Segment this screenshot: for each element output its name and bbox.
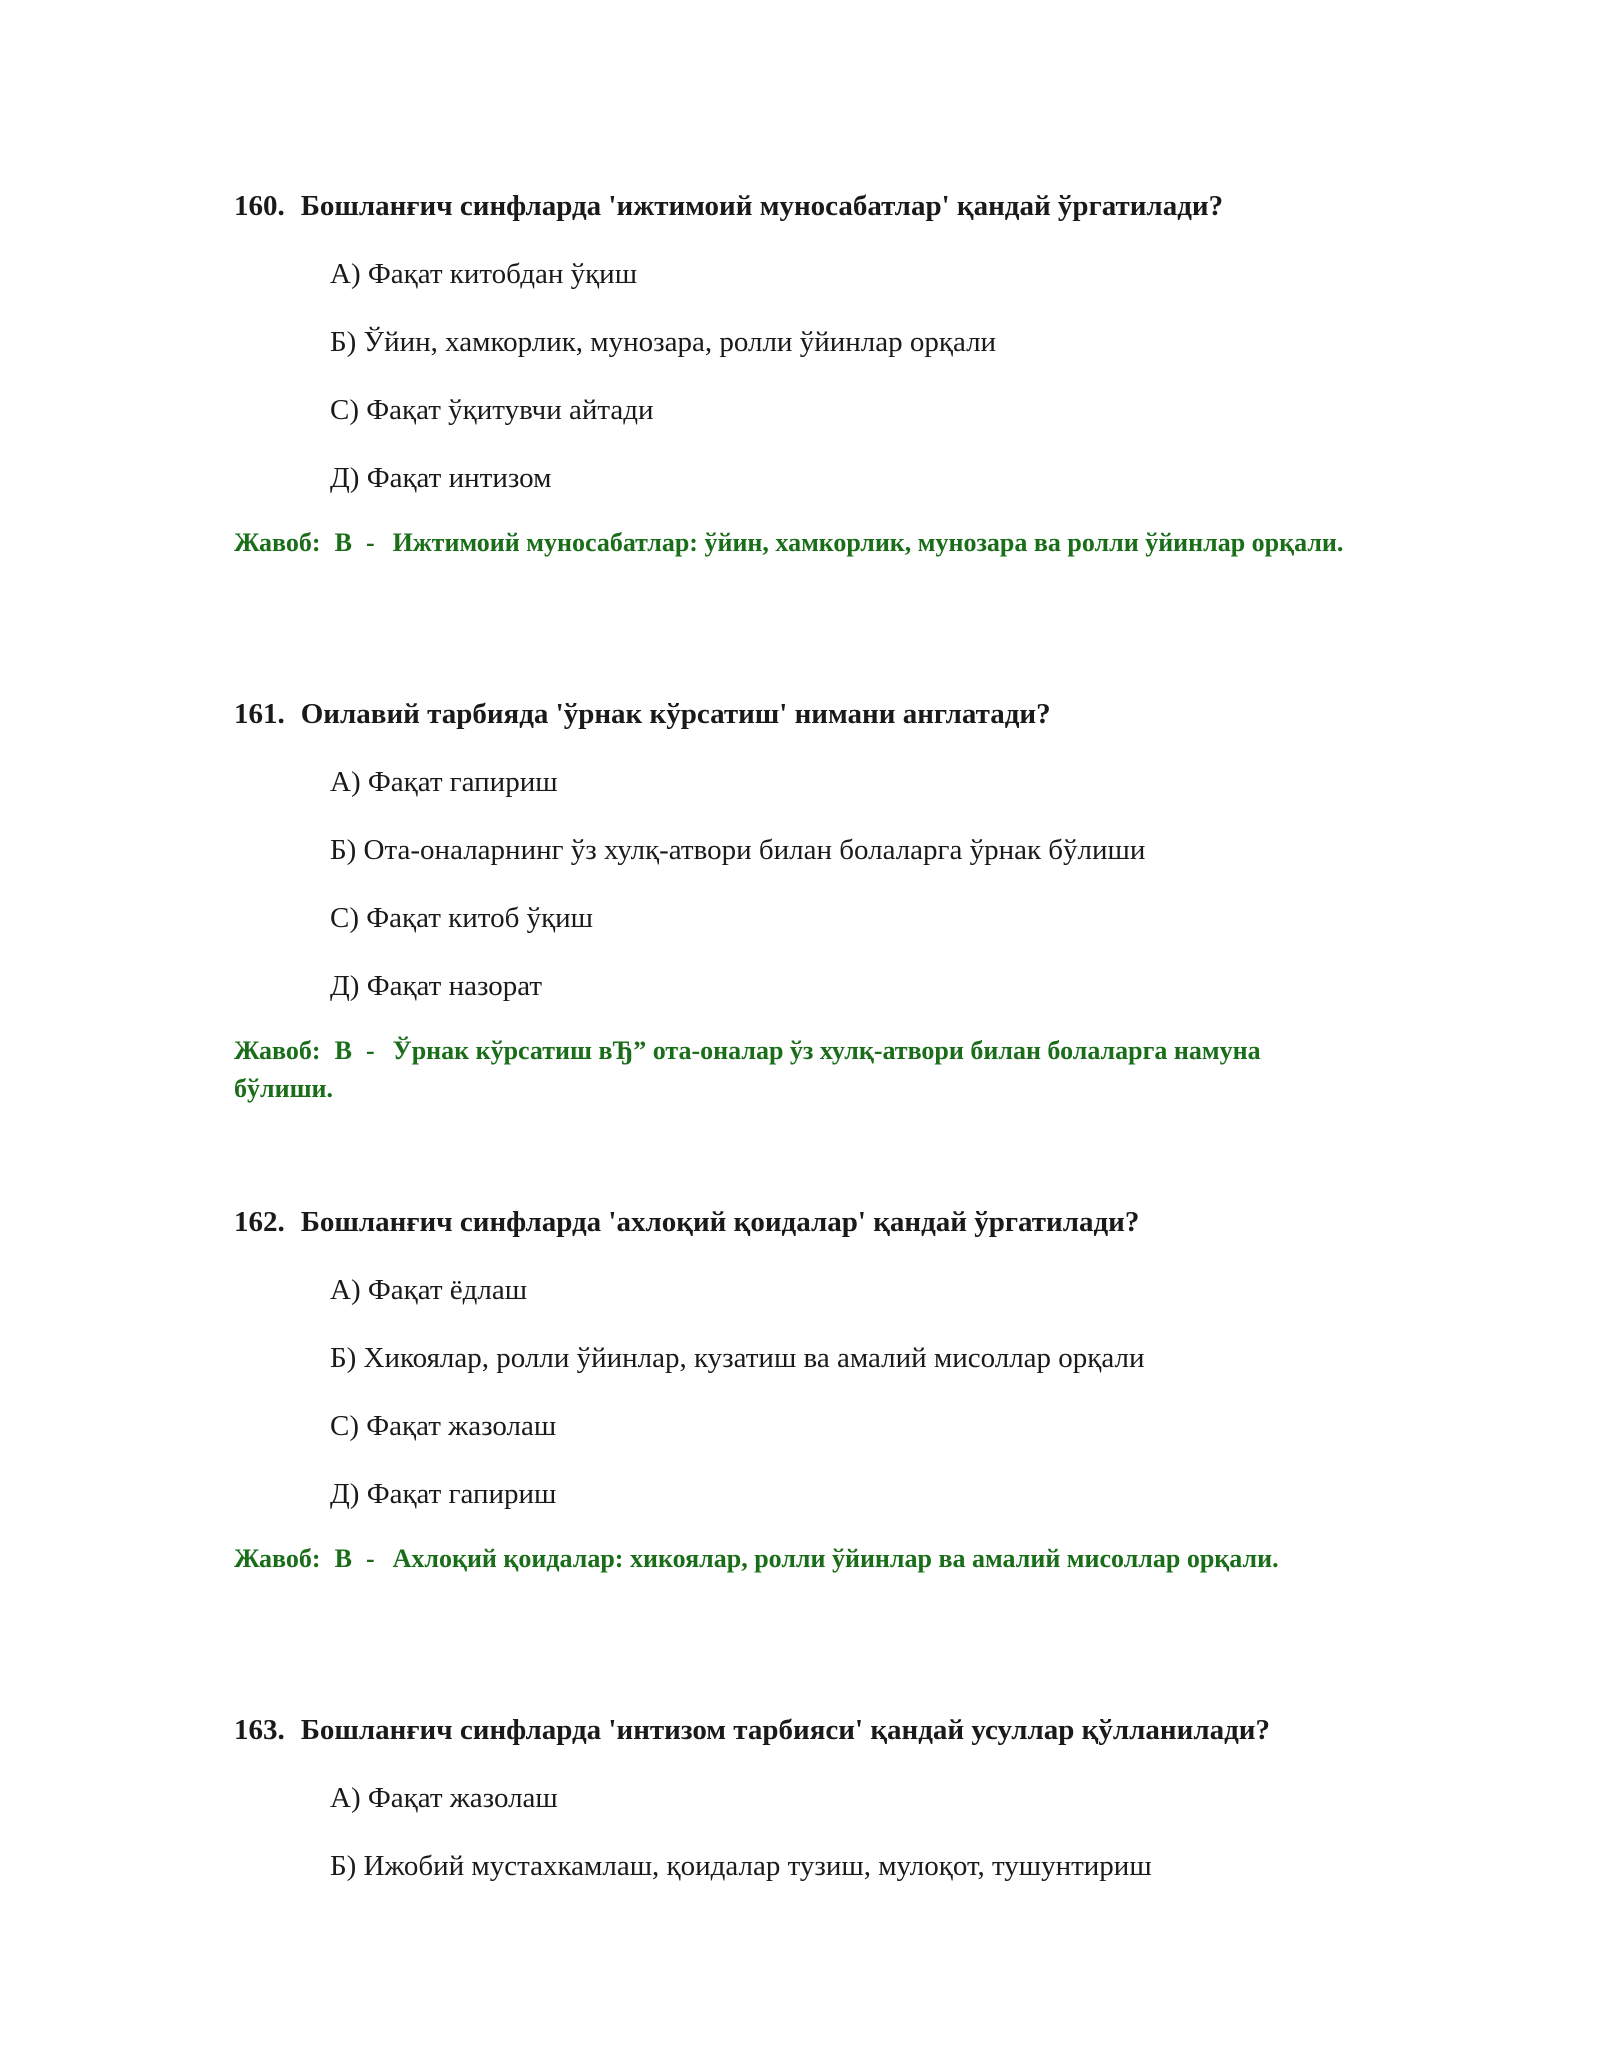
option-a: А) Фақат жазолаш [330,1782,558,1814]
option-d: Д) Фақат гапириш [330,1478,557,1510]
option-c: С) Фақат китоб ўқиш [330,902,594,934]
options-list [234,1272,1374,1512]
question-number: 160. [234,190,285,222]
question-heading [234,1204,1374,1240]
question-text: Бошланғич синфларда 'интизом тарбияси' қандай усуллар қўлланилади? [300,1714,1270,1746]
option-a: А) Фақат гапириш [330,766,558,798]
question-text: Бошланғич синфларда 'ахлоқий қоидалар' қандай ўргатилади? [300,1206,1140,1238]
option-b: Б) Ота-оналарнинг ўз хулқ-атвори билан болаларга ўрнак бўлиши [330,834,1146,866]
answer-label: Жавоб: [234,1544,321,1573]
answer-label: Жавоб: [234,1036,321,1065]
answer-label: Жавоб: [234,528,321,557]
question-text: Бошланғич синфларда 'ижтимоий муносабатлар' қандай ўргатилади? [300,190,1224,222]
question-block [234,1204,1374,1578]
options-list [234,1780,1374,1884]
question-heading [234,188,1374,224]
question-number: 161. [234,698,285,730]
answer-line [234,524,1364,562]
option-d: Д) Фақат интизом [330,462,552,494]
answer-line [234,1540,1364,1578]
option-b: Б) Ўйин, хамкорлик, мунозара, ролли ўйинлар орқали [330,326,997,358]
option-a: А) Фақат китобдан ўқиш [330,258,638,290]
options-list [234,256,1374,496]
option-b: Б) Ижобий мустахкамлаш, қоидалар тузиш, мулоқот, тушунтириш [330,1850,1152,1882]
answer-text: Ахлоқий қоидалар: хикоялар, ролли ўйинлар ва амалий мисоллар орқали. [392,1544,1279,1573]
option-b: Б) Хикоялар, ролли ўйинлар, кузатиш ва амалий мисоллар орқали [330,1342,1145,1374]
answer-letter: B [334,528,352,557]
question-heading [234,1712,1374,1748]
question-number: 163. [234,1714,285,1746]
question-number: 162. [234,1206,285,1238]
option-d: Д) Фақат назорат [330,970,543,1002]
question-heading [234,696,1374,732]
option-a: А) Фақат ёдлаш [330,1274,528,1306]
answer-dash: - [365,1544,375,1573]
answer-dash: - [365,1036,375,1065]
answer-text: Ўрнак кўрсатиш вЂ” ота-оналар ўз хулқ-атвори билан болаларга намуна бўлиши. [234,1036,1261,1103]
answer-text: Ижтимоий муносабатлар: ўйин, хамкорлик, мунозара ва ролли ўйинлар орқали. [392,528,1344,557]
answer-dash: - [365,528,375,557]
option-c: С) Фақат ўқитувчи айтади [330,394,654,426]
option-c: С) Фақат жазолаш [330,1410,557,1442]
question-block [234,1712,1374,1884]
question-text: Оилавий тарбияда 'ўрнак кўрсатиш' нимани англатади? [300,698,1051,730]
answer-letter: B [334,1544,352,1573]
answer-letter: B [334,1036,352,1065]
question-block [234,188,1374,562]
question-block [234,696,1374,1108]
answer-line [234,1032,1364,1108]
options-list [234,764,1374,1004]
